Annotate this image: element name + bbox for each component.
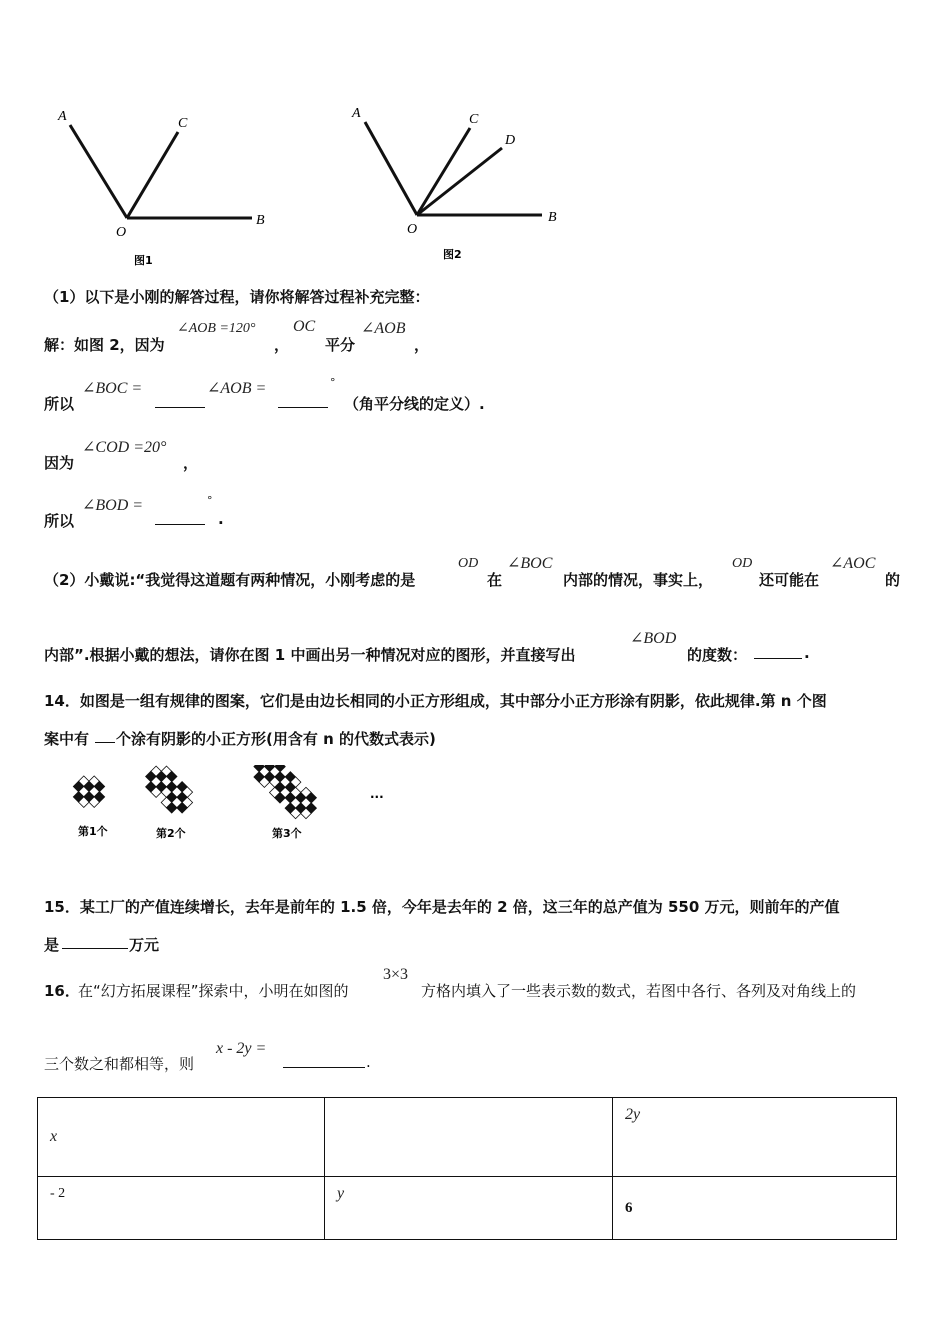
answer-blank-bod[interactable] (155, 510, 205, 525)
q16-num: 16． (44, 982, 80, 1000)
pattern-caption-2: 第2个 (156, 827, 186, 840)
figure-1-caption: 图1 (134, 254, 153, 267)
pattern-figure (60, 765, 400, 850)
od-text: OD (732, 556, 753, 571)
ray-oa (365, 122, 417, 215)
period: . (218, 510, 224, 528)
comma: ， (274, 336, 290, 354)
q13-line2-prefix: 所以 (44, 395, 75, 413)
table-cell: x (38, 1098, 325, 1177)
q15-line2a: 是 (44, 936, 60, 954)
angle-bod-eq: ∠BOD = (82, 497, 144, 514)
answer-blank-boc[interactable] (155, 393, 205, 408)
q13-part2-t5: 的 (885, 571, 901, 589)
q13-part2-t1: （2）小戴说:“我觉得这道题有两种情况，小刚考虑的是 (44, 571, 416, 589)
q13-line3-prefix: 因为 (44, 454, 75, 472)
table-row (38, 1177, 897, 1240)
angle-bod-text: ∠BOD (630, 630, 677, 647)
od-text: OD (458, 556, 479, 571)
q15-line1: 15．某工厂的产值连续增长，去年是前年的 1.5 倍，今年是去年的 2 倍，这三年的总产值为 550 万元，则前年的产值 (44, 898, 840, 916)
table-cell (325, 1098, 613, 1177)
q16-t2: 方格内填入了一些表示数的数式，若图中各行、各列及对角线上的 (421, 982, 857, 1000)
angle-aob-eq: ∠AOB = (207, 380, 267, 397)
label-o: O (116, 225, 127, 240)
figure-2-caption: 图2 (443, 248, 462, 261)
pattern-caption-3: 第3个 (272, 827, 302, 840)
angle-aoc-text: ∠AOC (830, 555, 876, 572)
q13-part2-t7: 的度数： (687, 646, 748, 664)
ray-oc (127, 132, 178, 218)
grid-size: 3×3 (383, 966, 409, 983)
q16-t1: 在“幻方拓展课程”探索中，小明在如图的 (78, 982, 349, 1000)
q14-line1: 14．如图是一组有规律的图案，它们是由边长相同的小正方形组成，其中部分小正方形涂有阴影，依此规律.第 n 个图 (44, 692, 827, 710)
ray-oc (417, 128, 470, 215)
answer-blank-q14[interactable] (95, 728, 115, 743)
ray-od (417, 148, 502, 215)
angle-aob-text: ∠AOB (361, 320, 406, 337)
q15-line2b: 万元 (129, 936, 160, 954)
label-a: A (352, 106, 361, 121)
table-cell: y (325, 1177, 613, 1240)
answer-blank-aob[interactable] (278, 393, 328, 408)
q13-part2-t6: 内部”.根据小戴的想法，请你在图 1 中画出另一种情况对应的图形，并直接写出 (44, 646, 576, 664)
pattern-1 (73, 776, 104, 807)
pattern-caption-1: 第1个 (78, 825, 108, 838)
degree-mark: ° (330, 376, 336, 389)
period: . (366, 1053, 371, 1071)
q16-t3: 三个数之和都相等，则 (44, 1055, 195, 1073)
figure-1 (40, 100, 290, 270)
answer-blank-bod-2[interactable] (754, 644, 802, 659)
angle-boc-text: ∠BOC (507, 555, 553, 572)
figure-2 (340, 100, 580, 265)
q13-part2-t4: 还可能在 (759, 571, 820, 589)
comma: ， (414, 336, 430, 354)
pattern-3 (254, 765, 317, 819)
q13-part1-intro: （1）以下是小刚的解答过程，请你将解答过程补充完整： (44, 288, 430, 306)
q13-line1-prefix: 解：如图 2，因为 (44, 336, 165, 354)
degree-mark: ° (207, 494, 213, 507)
pattern-ellipsis: ··· (370, 790, 384, 804)
magic-square-table (37, 1097, 897, 1240)
q13-line2-suffix: （角平分线的定义）. (344, 395, 485, 413)
table-cell: - 2 (38, 1177, 325, 1240)
angle-aob-120: ∠AOB =120° (177, 321, 256, 336)
ray-oa (70, 125, 127, 218)
table-cell: 6 (613, 1177, 897, 1240)
label-b: B (548, 210, 557, 225)
angle-boc-eq: ∠BOC = (82, 380, 143, 397)
pattern-2 (146, 766, 193, 813)
q14-line2a: 案中有 (44, 730, 90, 748)
bisect-text: 平分 (325, 336, 356, 354)
period: . (804, 644, 810, 662)
comma: ， (183, 454, 199, 472)
label-d: D (505, 133, 516, 148)
table-row (38, 1098, 897, 1177)
ray-oc-text: OC (293, 318, 316, 335)
q13-part2-t3: 内部的情况，事实上， (563, 571, 714, 589)
label-c: C (178, 116, 188, 131)
expr-x-2y: x - 2y = (216, 1040, 267, 1057)
q13-part2-t2: 在 (487, 571, 503, 589)
q14-line2b: 个涂有阴影的小正方形(用含有 n 的代数式表示) (116, 730, 436, 748)
label-a: A (58, 109, 67, 124)
answer-blank-q16[interactable] (283, 1053, 365, 1068)
q13-line4-prefix: 所以 (44, 512, 75, 530)
angle-cod-20: ∠COD =20° (82, 439, 167, 456)
label-b: B (256, 213, 265, 228)
label-o: O (407, 222, 418, 237)
answer-blank-q15[interactable] (62, 934, 128, 949)
label-c: C (469, 112, 479, 127)
table-cell: 2y (613, 1098, 897, 1177)
